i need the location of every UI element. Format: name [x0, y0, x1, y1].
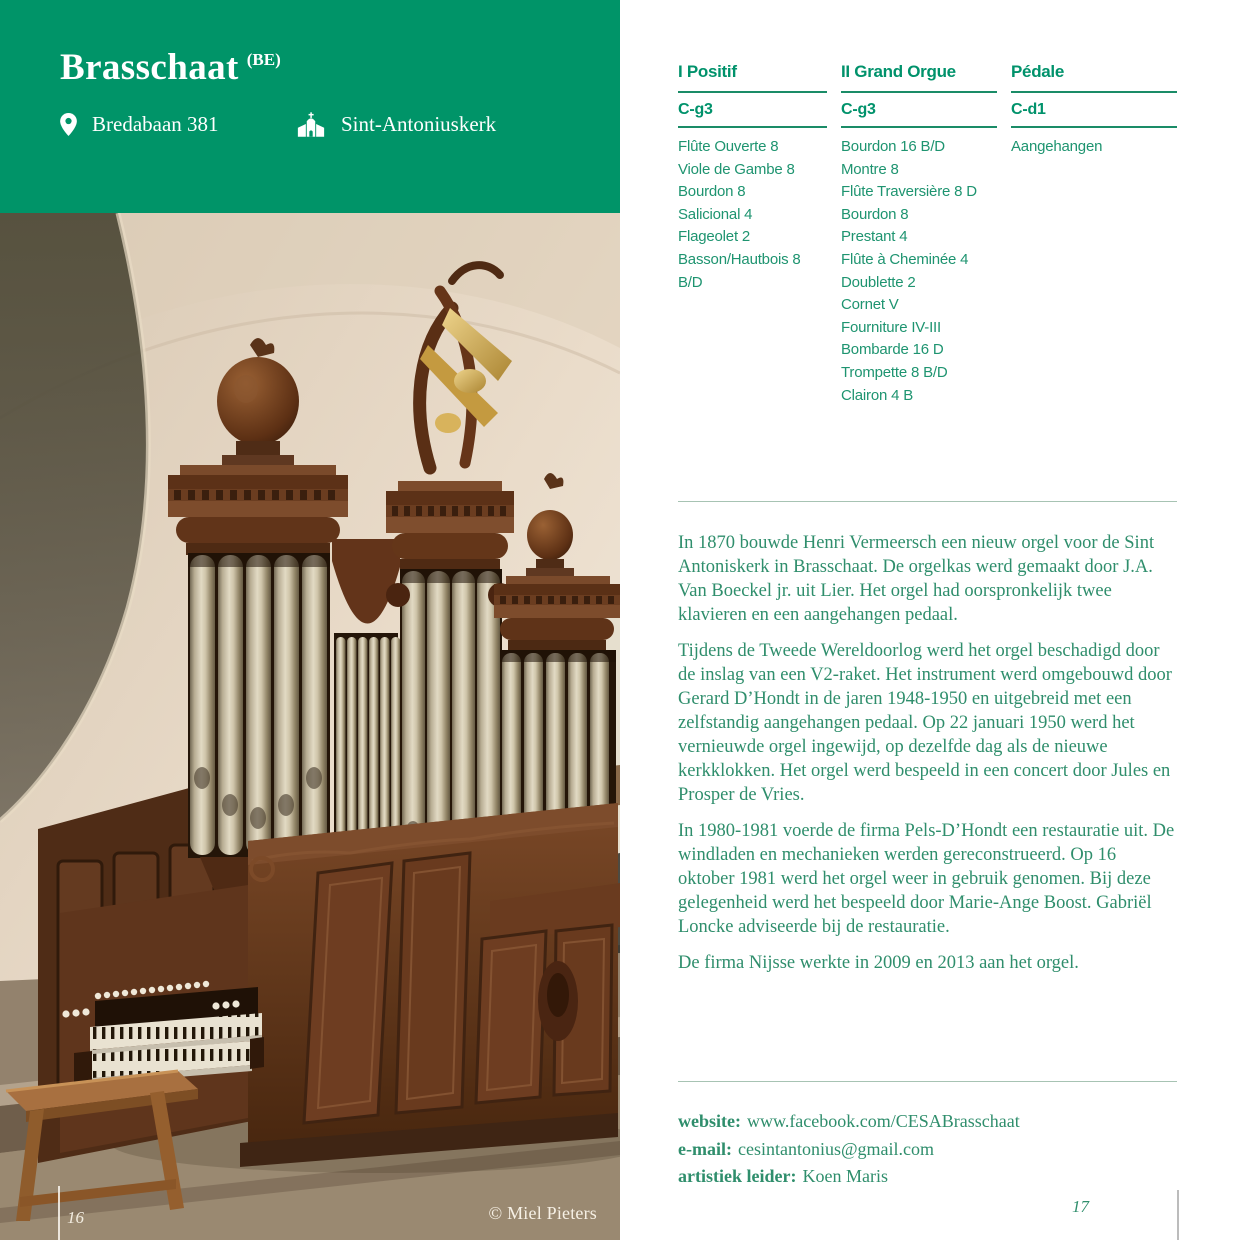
division-rule — [678, 126, 827, 128]
page-number-right: 17 — [1072, 1197, 1089, 1216]
stop-item: Flûte Ouverte 8 — [678, 138, 779, 155]
stop-item: Bombarde 16 D — [841, 341, 944, 359]
division-compass: C-g3 — [678, 101, 713, 118]
division-rule — [678, 91, 827, 93]
division-grand-orgue — [841, 62, 1011, 407]
contact-line — [678, 1163, 1177, 1191]
stoplist-section — [678, 62, 1177, 407]
division-name: II Grand Orgue — [841, 62, 956, 81]
stop-item: Basson/Hautbois 8 B/D — [678, 250, 801, 291]
contact-label: artistiek leider: — [678, 1166, 797, 1186]
division-name: I Positif — [678, 62, 737, 81]
paragraph: In 1870 bouwde Henri Vermeersch een nieuw orgel voor de Sint Antoniskerk in Brasschaat. De orgelkas werd gemaakt door J.A. Van Boeckel jr. uit Lier. Het orgel had oorspronkelijk twee klavieren en een aangehangen pedaal. — [678, 533, 1155, 625]
page-number-rule-left — [58, 1186, 60, 1240]
city-name: Brasschaat — [60, 47, 239, 88]
country-code: (BE) — [246, 50, 281, 69]
page-number-left: 16 — [67, 1208, 84, 1227]
page-number-rule-right — [1177, 1190, 1179, 1240]
stop-item: Doublette 2 — [841, 273, 916, 291]
photo-credit: © Miel Pieters — [488, 1203, 597, 1223]
division-rule — [841, 126, 997, 128]
right-page — [620, 0, 1240, 1240]
church-label: Sint-Antoniuskerk — [341, 112, 497, 136]
stop-item: Salicional 4 — [678, 205, 753, 223]
address-row — [60, 112, 219, 137]
stop-item: Viole de Gambe 8 — [678, 160, 795, 178]
history-text — [678, 531, 1177, 987]
division-rule — [1011, 126, 1177, 128]
page-title — [60, 46, 281, 89]
church-row — [296, 112, 496, 137]
page-header — [0, 0, 620, 213]
paragraph: Tijdens de Tweede Wereldoorlog werd het orgel beschadigd door de inslag van een V2-raket. Het instrument werd omgebouwd door Gerard D’Hondt in de jaren 1948-1950 en uitgebreid met een zelfstandig aangehangen pedaal. Op 22 januari 1950 werd het vernieuwde orgel ingewijd, op dezelfde dag als de nieuwe kerkklokken. Het orgel werd bespeeld in een concert door Jules en Prosper de Vries. — [678, 641, 1172, 805]
contact-line — [678, 1108, 1177, 1136]
stop-list — [1011, 136, 1177, 159]
stop-item: Clairon 4 B — [841, 386, 914, 404]
stop-item: Bourdon 16 B/D — [841, 138, 945, 155]
paragraph: In 1980-1981 voerde de firma Pels-D’Hondt een restauratie uit. De windladen en mechanieken werden gereconstrueerd. Op 16 oktober 1981 werd het orgel weer in gebruik genomen. Bij deze gelegenheid werd het bespeeld door Marie-Ange Boost. Gabriël Loncke adviseerde bij de restauratie. — [678, 821, 1175, 937]
stop-item: Bourdon 8 — [678, 183, 746, 201]
contact-value: www.facebook.com/CESABrasschaat — [746, 1111, 1020, 1131]
organ-photo-illustration — [0, 213, 620, 1240]
contact-label: website: — [678, 1111, 741, 1131]
section-divider-top — [678, 501, 1177, 502]
stop-item: Bourdon 8 — [841, 205, 909, 223]
division-rule — [841, 91, 997, 93]
contact-value: cesintantonius@gmail.com — [737, 1138, 935, 1159]
stop-list — [841, 136, 997, 407]
location-pin-icon — [60, 113, 77, 136]
church-icon — [296, 112, 326, 137]
division-positif — [678, 62, 841, 407]
contact-label: e-mail: — [678, 1138, 732, 1159]
stop-item: Fourniture IV-III — [841, 318, 941, 336]
stop-list — [678, 136, 827, 294]
section-divider-bottom — [678, 1081, 1177, 1082]
division-compass: C-d1 — [1011, 101, 1046, 118]
division-compass: C-g3 — [841, 101, 876, 118]
contact-block — [678, 1108, 1177, 1191]
stop-item: Prestant 4 — [841, 228, 908, 246]
stop-item: Flageolet 2 — [678, 228, 751, 246]
stop-item: Aangehangen — [1011, 138, 1103, 155]
contact-line — [678, 1136, 1177, 1164]
division-rule — [1011, 91, 1177, 93]
organ-photo — [0, 213, 620, 1240]
division-pedale — [1011, 62, 1177, 407]
paragraph: De firma Nijsse werkte in 2009 en 2013 aan het orgel. — [678, 953, 1079, 973]
address-label: Bredabaan 381 — [92, 112, 219, 136]
stop-item: Montre 8 — [841, 160, 899, 178]
contact-value: Koen Maris — [802, 1166, 888, 1186]
stop-item: Flûte Traversière 8 D — [841, 183, 977, 201]
stop-item: Cornet V — [841, 296, 899, 314]
stop-item: Flûte à Cheminée 4 — [841, 250, 969, 268]
stop-item: Trompette 8 B/D — [841, 363, 948, 381]
division-name: Pédale — [1011, 62, 1065, 81]
